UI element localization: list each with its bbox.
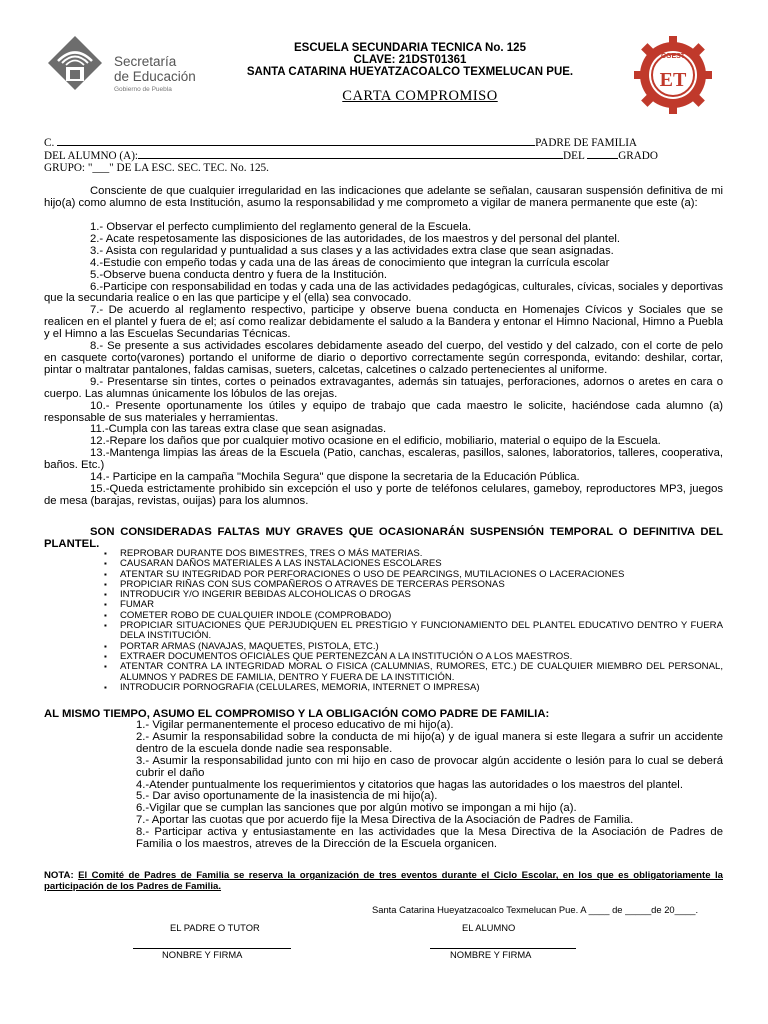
form-prefix-c: C. [44,137,55,149]
falta-item: ▪ EXTRAER DOCUMENTOS OFICIALES QUE PERTENEZCAN A LA INSTITUCIÓN O A LOS MAESTROS. [120,652,723,662]
signature-label-alumno: EL ALUMNO [462,922,516,933]
logo-right-text: CGEST [660,53,686,60]
intro-paragraph: Consciente de que cualquier irregularidad en las indicaciones que adelante se señalan, causaran suspensión definitiva de mi hijo(a) como alumno de esta Institución, asumo la responsabilidad y me comprometo a vigilar de manera permanente que este (a): [44,185,723,209]
brand-sub: Gobierno de Puebla [114,86,172,93]
compromiso-item: 2.- Asumir la responsabilidad sobre la conducta de mi hijo(a) y de igual manera si este llegara a sufrir un accidente dentro de la escuela donde nadie sea responsable. [136,730,723,755]
clause-item: 7.- De acuerdo al reglamento respectivo, participe y observe buena conducta en Homenajes Cívicos y Sociales que se realicen en el plantel y fuera de el; así como realizar debidamente el saludo a la Bandera y entonar el Himno Nacional, Himno a Puebla y el Himno a las Escuelas Secundarias Técnicas. [44,304,723,341]
clause-item: 4.-Estudie con empeño todas y cada una de las áreas de conocimiento que integran la currícula escolar [90,256,610,269]
form-line-padre [44,135,637,149]
school-location: SANTA CATARINA HUEYATZACOALCO TEXMELUCAN PUE. [246,66,574,78]
form-line-grupo: GRUPO: "___" DE LA ESC. SEC. TEC. No. 125. [44,162,269,174]
falta-item: ▪ PROPICIAR SITUACIONES QUE PERJUDIQUEN EL PRESTIGIO Y FUNCIONAMIENTO DEL PLANTEL EDUCATIVO DENTRO Y FUERA DELA INSTITUCIÓN. [120,621,723,642]
falta-item: ▪ INTRODUCIR Y/O INGERIR BEBIDAS ALCOHOLICAS O DROGAS [120,590,723,600]
form-del-label: DEL [563,150,585,162]
faltas-list [120,549,723,693]
nota-label: NOTA: [44,870,74,881]
clause-item: 3.- Asista con regularidad y puntualidad a sus clases y a las actividades extra clase que sean asignadas. [90,244,614,257]
document-title [300,88,540,105]
signature-name-padre: NONBRE Y FIRMA [162,949,243,960]
clause-item: 1.- Observar el perfecto cumplimiento del reglamento general de la Escuela. [90,221,472,233]
compromiso-item: 3.- Asumir la responsabilidad junto con mi hijo en caso de provocar algún accidente o lesión para lo cual se deberá cubrir el daño [136,754,723,779]
school-clave: CLAVE: 21DST01361 [353,54,467,66]
compromisos-list [136,720,723,851]
logo-right-mark: ET [659,69,687,91]
faltas-heading: SON CONSIDERADAS FALTAS MUY GRAVES QUE OCASIONARÁN SUSPENSIÓN TEMPORAL O DEFINITIVA DEL PLANTEL. [44,526,723,550]
clause-item: 2.- Acate respetosamente las disposiciones de las autoridades, de los maestros y del personal del plantel. [90,232,621,245]
falta-item: ▪ CAUSARAN DAÑOS MATERIALES A LAS INSTALACIONES ESCOLARES [120,559,723,569]
compromiso-item: 1.- Vigilar permanentemente el proceso educativo de mi hijo(a). [136,719,454,731]
form-padre-label: PADRE DE FAMILIA [535,137,637,149]
compromiso-heading: AL MISMO TIEMPO, ASUMO EL COMPROMISO Y LA OBLIGACIÓN COMO PADRE DE FAMILIA: [44,708,550,720]
form-line-alumno [44,148,658,162]
puebla-emblem-icon [46,34,104,92]
clause-item: 5.-Observe buena conducta dentro y fuera de la Institución. [90,268,388,281]
padre-name-blank[interactable] [57,135,535,146]
signature-name-alumno: NOMBRE Y FIRMA [450,949,532,960]
falta-item: ▪ INTRODUCIR PORNOGRAFIA (CELULARES, MEMORIA, INTERNET O IMPRESA) [120,683,723,693]
falta-item: ▪ COMETER ROBO DE CUALQUIER INDOLE (COMPROBADO) [120,611,723,621]
falta-item: ▪ ATENTAR CONTRA LA INTEGRIDAD MORAL O FISICA (CALUMNIAS, RUMORES, ETC.) DE CUALQUIER MIEMBRO DEL PERSONAL, ALUMNOS Y PADRES DE FAMILIA, DENTRO Y FUERA DE LA INSTITICIÓN. [120,662,723,683]
document-title-text: CARTA COMPROMISO [342,88,498,104]
falta-item: ▪ ATENTAR SU INTEGRIDAD POR PERFORACIONES O USO DE PEARCINGS, MUTILACIONES O LACERACIONES [120,570,723,580]
clause-item: 10.- Presente oportunamente los útiles y equipo de trabajo que cada maestro le solicite, haciéndose cada alumno (a) responsable de sus materiales y herramientas. [44,399,723,424]
clause-item: 13.-Mantenga limpias las áreas de la Escuela (Patio, canchas, escaleras, pasillos, salones, laboratorios, talleres, cooperativa, baños. Etc.) [44,447,723,472]
signature-label-padre: EL PADRE O TUTOR [170,922,260,933]
compromiso-item: 4.-Atender puntualmente los requerimientos y citatorios que hagas las autoridades o los maestros del plantel. [136,778,683,791]
form-alumno-label: DEL ALUMNO (A): [44,150,139,162]
school-name: ESCUELA SECUNDARIA TECNICA No. 125 [294,42,526,54]
clause-item: 12.-Repare los daños que por cualquier motivo ocasione en el edificio, mobiliario, material o equipo de la Escuela. [90,435,661,448]
nota-text: El Comité de Padres de Familia se reserva la organización de tres eventos durante el Ciclo Escolar, en los que es obligatoriamente la participación de los Padres de Familia. [44,870,723,892]
alumno-name-blank[interactable] [138,148,563,159]
clause-item: 14.- Participe en la campaña "Mochila Segura" que dispone la secretaria de la Educación Pública. [90,471,580,484]
clause-item: 9.- Presentarse sin tintes, cortes o peinados extravagantes, además sin tatuajes, perforaciones, adornos o aretes en cara o cuerpo. Las alumnas únicamente los lóbulos de las orejas. [44,375,723,400]
falta-item: ▪ PORTAR ARMAS (NAVAJAS, MAQUETES, PISTOLA, ETC.) [120,642,723,652]
nota-paragraph [44,871,723,892]
clauses-list [44,222,723,508]
clause-item: 8.- Se presente a sus actividades escolares debidamente aseado del cuerpo, del vestido y del calzado, con el corte de pelo en casquete corto(varones) portando el uniforme de diario o deportivo correctamente según corresponda, evitando: deshilar, cortar, pintar o maltratar pantalones, faldas camisas, sueters, calcetas, calcetines o calzado pertenecientes al uniforme. [44,340,723,376]
falta-item: ▪ REPROBAR DURANTE DOS BIMESTRES, TRES O MÁS MATERIAS. [120,549,723,559]
cgest-gear-logo-icon [632,34,714,116]
form-grado-label: GRADO [618,150,658,162]
compromiso-item: 7.- Aportar las cuotas que por acuerdo fije la Mesa Directiva de la Asociación de Padres de Familia. [136,814,634,827]
secretaria-educacion-logo [46,30,206,96]
clause-item: 6.-Participe con responsabilidad en todas y cada una de las actividades pedagógicas, culturales, cívicas, sociales y deportivas que la secundaria realice o en las que participe y el (ella) sea convocado. [44,280,723,305]
grado-blank[interactable] [587,148,618,159]
brand-line-2: de Educación [114,69,196,84]
falta-item: ▪ FUMAR [120,600,723,610]
compromiso-item: 8.- Participar activa y entusiastamente en las actividades que la Mesa Directiva de la Asociación de Padres de Familia o los maestros, atreves de la Dirección de la Escuela organicen. [136,826,723,851]
clause-item: 15.-Queda estrictamente prohibido sin excepción el uso y porte de teléfonos celulares, gameboy, reproductores MP3, juegos de mesa (barajas, revistas, ouijas) para los alumnos. [44,482,723,507]
brand-line-1: Secretaría [114,54,177,69]
falta-item: ▪ PROPICIAR RIÑAS CON SUS COMPAÑEROS O ATRAVES DE TERCERAS PERSONAS [120,580,723,590]
secretaria-brand-text [114,54,196,94]
clause-item: 11.-Cumpla con las tareas extra clase que sean asignadas. [90,423,387,436]
compromiso-item: 6.-Vigilar que se cumplan las sanciones que por algún motivo se impongan a mi hijo (a). [136,802,577,815]
compromiso-item: 5.- Dar aviso oportunamente de la inasistencia de mi hijo(a). [136,790,438,803]
place-date-line: Santa Catarina Hueyatzacoalco Texmelucan Pue. A ____ de _____de 20____. [372,904,699,915]
